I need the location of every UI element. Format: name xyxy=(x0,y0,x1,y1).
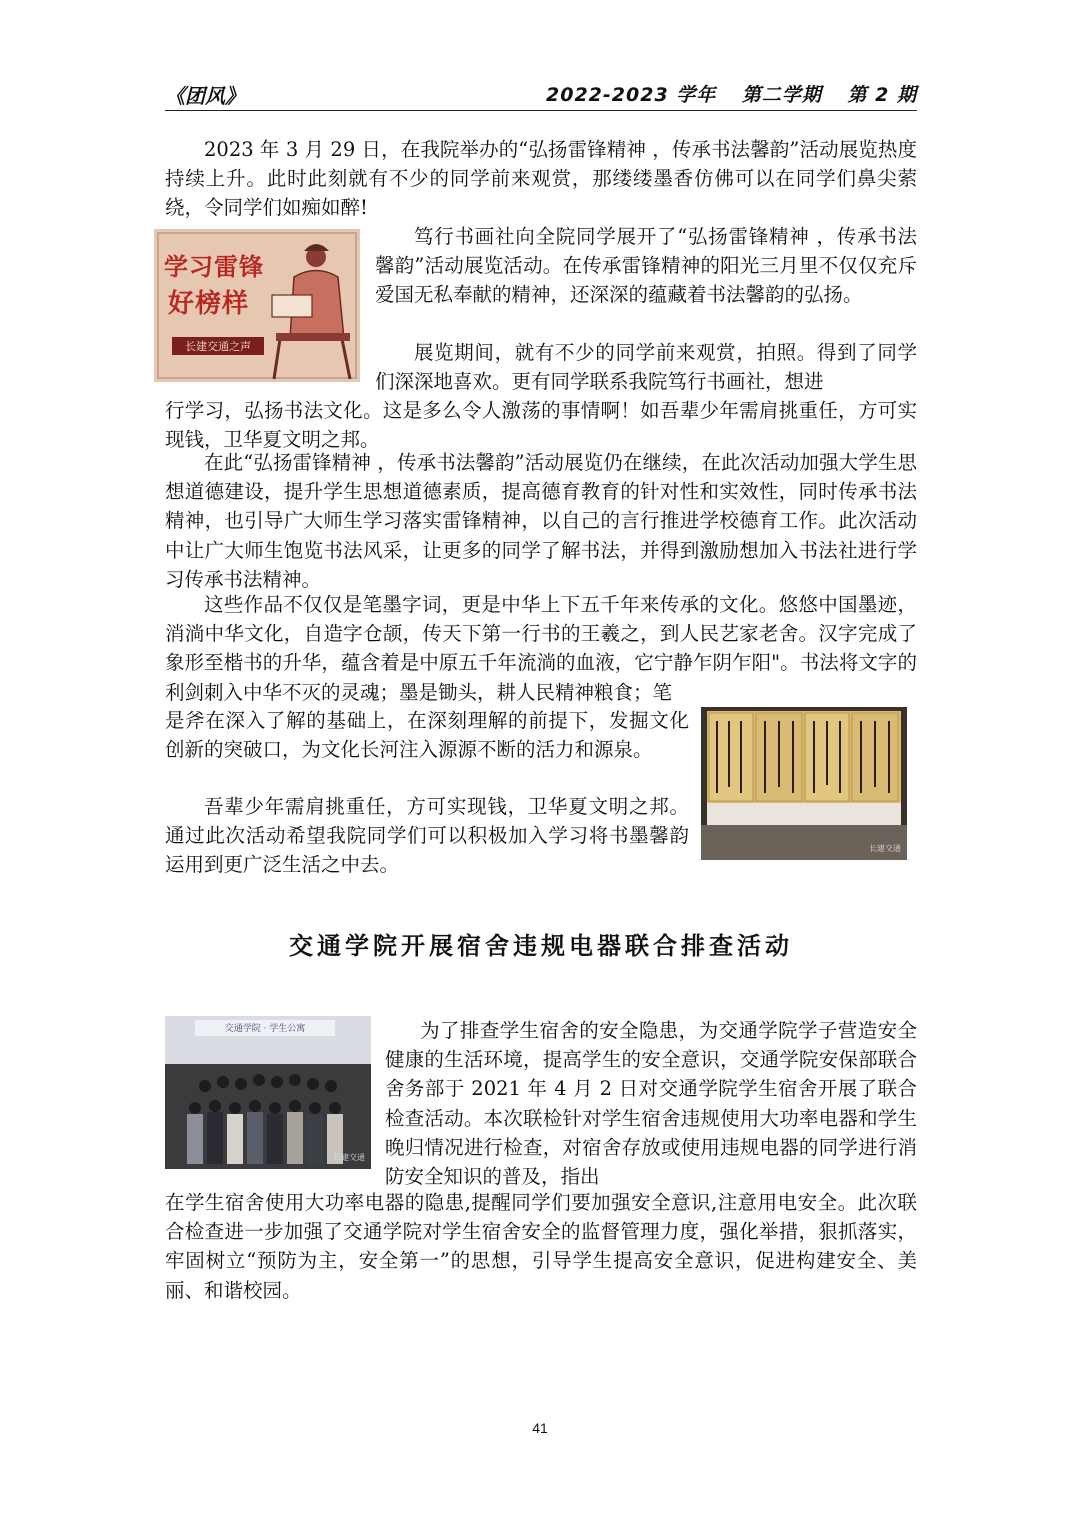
photo-banner: 交通学院 · 学生公寓 xyxy=(224,1024,306,1034)
page-number: 41 xyxy=(532,1420,548,1436)
page-header xyxy=(165,76,917,111)
paragraph: 这些作品不仅仅是笔墨字词，更是中华上下五千年来传承的文化。悠悠中国墨迹，消淌中华文化，自造字仓颉，传天下第一行书的王羲之，到人民艺家老舍。汉字完成了象形至楷书的升华，蕴含着是中原五千年流淌的血液，它宁静乍阴乍阳"。书法将文字的利剑刺入中华不灭的灵魂；墨是锄头，耕人民精神粮食；笔 xyxy=(165,593,917,704)
group-photo-scene xyxy=(165,1016,371,1169)
calligraphy-photo xyxy=(701,707,907,860)
academic-year: 2022-2023 学年 xyxy=(546,84,717,106)
paragraph: 行学习，弘扬书法文化。这是多么令人激荡的事情啊！如吾辈少年需肩挑重任，方可实现钱，卫华夏文明之邦。 xyxy=(165,399,917,452)
paragraph: 是斧在深入了解的基础上，在深刻理解的前提下，发掘文化创新的突破口，为文化长河注入源源不断的活力和源泉。 xyxy=(165,709,689,762)
journal-title: 《团风》 xyxy=(165,84,245,108)
paragraph: 在此“弘扬雷锋精神 ，传承书法馨韵”活动展览仍在继续，在此次活动加强大学生思想道德建设，提升学生思想道德素质，提高德育教育的针对性和实效性，同时传承书法精神，也引导广大师生学习落实雷锋精神，以自己的言行推进学校德育工作。此次活动中让广大师生饱览书法风采，让更多的同学了解书法，并得到激励想加入书法社进行学习传承书法精神。 xyxy=(165,451,917,591)
photo-caption: 长建交通 xyxy=(333,1153,365,1162)
paragraph: 吾辈少年需肩挑重任，方可实现钱，卫华夏文明之邦。通过此次活动希望我院同学们可以积极加入学习将书墨馨韵运用到更广泛生活之中去。 xyxy=(165,795,689,877)
poster-line-2: 好榜样 xyxy=(168,289,250,319)
poster-banner: 长建交通之声 xyxy=(185,340,251,353)
paragraph: 为了排查学生宿舍的安全隐患，为交通学院学子营造安全健康的生活环境，提高学生的安全意识，交通学院安保部联合舍务部于 2021 年 4 月 2 日对交通学院学生宿舍开展了联合检查活动。本次联检针对学生宿舍违规使用大功率电器和学生晚归情况进行检查，对宿舍存放或使用违规电器的同学进行消防安全知识的普及，指出 xyxy=(385,1019,917,1189)
paragraph: 笃行书画社向全院同学展开了“弘扬雷锋精神 ，传承书法馨韵”活动展览活动。在传承雷锋精神的阳光三月里不仅仅充斥爱国无私奉献的精神，还深深的蕴藏着书法馨韵的弘扬。 xyxy=(375,225,917,307)
term: 第二学期 xyxy=(741,84,822,106)
calligraphy-display xyxy=(701,707,907,860)
poster-line-1: 学习雷锋 xyxy=(164,253,264,281)
paragraph: 2023 年 3 月 29 日，在我院举办的“弘扬雷锋精神 ，传承书法馨韵”活动展览热度持续上升。此时此刻就有不少的同学前来观赏，那缕缕墨香仿佛可以在同学们鼻尖萦绕，令同学们如痴如醉! xyxy=(165,138,917,220)
photo-caption: 长建交通 xyxy=(869,844,901,853)
lei-feng-poster xyxy=(154,229,360,382)
group-photo xyxy=(165,1016,371,1169)
paragraph: 在学生宿舍使用大功率电器的隐患,提醒同学们要加强安全意识,注意用电安全。此次联合检查进一步加强了交通学院对学生宿舍安全的监督管理力度，强化举措，狠抓落实，牢固树立“预防为主，安全第一”的思想，引导学生提高安全意识，促进构建安全、美丽、和谐校园。 xyxy=(165,1191,917,1302)
paragraph: 展览期间，就有不少的同学前来观赏，拍照。得到了同学们深深地喜欢。更有同学联系我院笃行书画社，想进 xyxy=(375,341,917,394)
article-title: 交通学院开展宿舍违规电器联合排查活动 xyxy=(289,931,793,960)
issue-number: 第 2 期 xyxy=(847,84,917,106)
issue-info xyxy=(546,80,917,107)
